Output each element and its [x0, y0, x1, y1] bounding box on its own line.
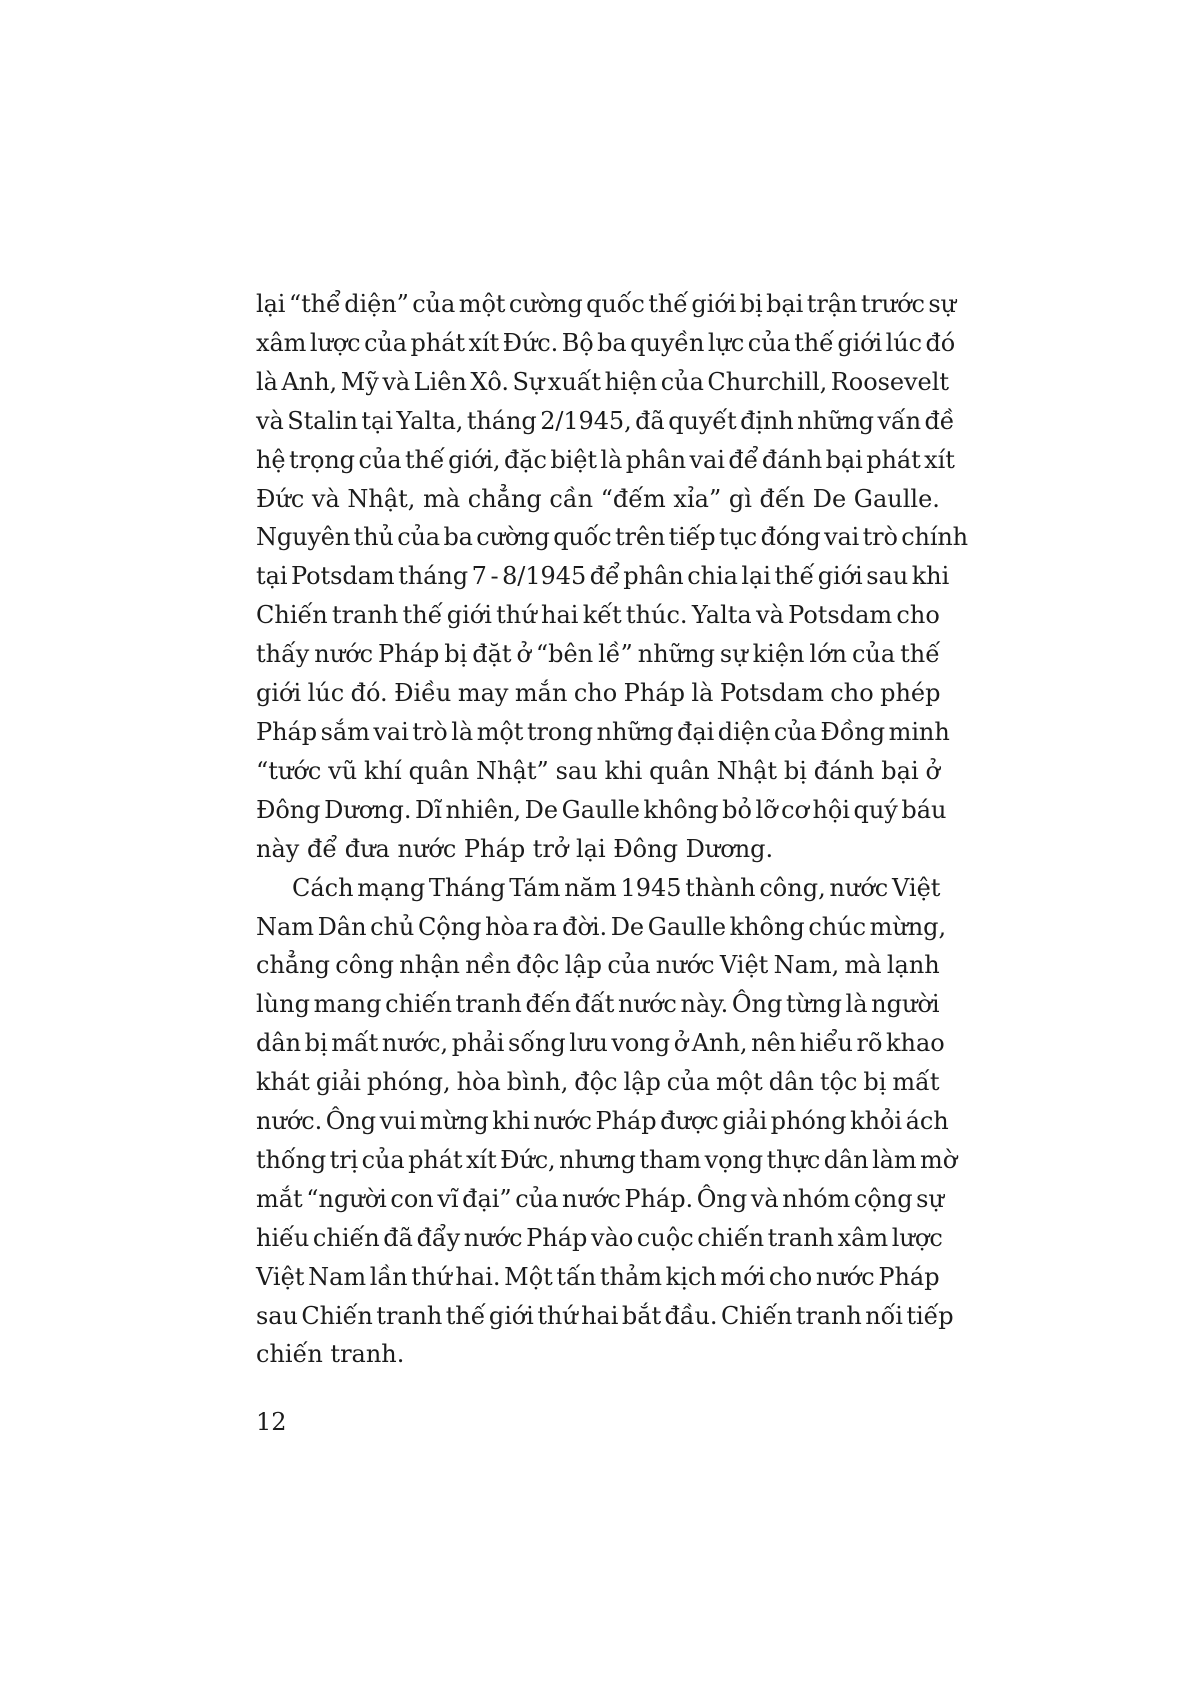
- paragraph-2: [256, 869, 958, 1375]
- text-line: xâm lược của phát xít Đức. Bộ ba quyền lực của thế giới lúc đó: [256, 328, 956, 357]
- text-line: hiếu chiến đã đẩy nước Pháp vào cuộc chiến tranh xâm lược: [256, 1223, 943, 1252]
- text-line: này để đưa nước Pháp trở lại Đông Dương.: [256, 834, 774, 863]
- text-line: lùng mang chiến tranh đến đất nước này. Ông từng là người: [256, 990, 940, 1019]
- text-line: thấy nước Pháp bị đặt ở “bên lề” những sự kiện lớn của thế: [256, 640, 940, 669]
- text-line: hệ trọng của thế giới, đặc biệt là phân vai để đánh bại phát xít: [256, 445, 955, 474]
- text-line: giới lúc đó. Điều may mắn cho Pháp là Potsdam cho phép: [256, 679, 941, 708]
- page-number: 12: [256, 1408, 287, 1436]
- text-line: Việt Nam lần thứ hai. Một tấn thảm kịch mới cho nước Pháp: [256, 1262, 940, 1291]
- text-line: chiến tranh.: [256, 1340, 405, 1369]
- text-line: “tước vũ khí quân Nhật” sau khi quân Nhật bị đánh bại ở: [256, 756, 940, 785]
- text-line: và Stalin tại Yalta, tháng 2/1945, đã quyết định những vấn đề: [256, 406, 955, 435]
- text-line: sau Chiến tranh thế giới thứ hai bắt đầu. Chiến tranh nối tiếp: [256, 1301, 954, 1330]
- body-text: [256, 285, 968, 1374]
- text-line: là Anh, Mỹ và Liên Xô. Sự xuất hiện của Churchill, Roosevelt: [256, 367, 949, 396]
- text-line: lại “thể diện” của một cường quốc thế giới bị bại trận trước sự: [256, 290, 956, 318]
- text-line: Nguyên thủ của ba cường quốc trên tiếp tục đóng vai trò chính: [256, 523, 968, 552]
- text-line: dân bị mất nước, phải sống lưu vong ở Anh, nên hiểu rõ khao: [256, 1029, 945, 1058]
- text-line: mắt “người con vĩ đại” của nước Pháp. Ông và nhóm cộng sự: [256, 1184, 944, 1213]
- text-line: tại Potsdam tháng 7 - 8/1945 để phân chia lại thế giới sau khi: [256, 562, 950, 591]
- text-line: Đông Dương. Dĩ nhiên, De Gaulle không bỏ lỡ cơ hội quý báu: [256, 795, 947, 824]
- text-line: Đức và Nhật, mà chẳng cần “đếm xỉa” gì đến De Gaulle.: [256, 484, 940, 513]
- text-line: Cách mạng Tháng Tám năm 1945 thành công, nước Việt: [292, 873, 941, 902]
- text-line: chẳng công nhận nền độc lập của nước Việt Nam, mà lạnh: [256, 951, 940, 980]
- text-line: thống trị của phát xít Đức, nhưng tham vọng thực dân làm mờ: [256, 1145, 958, 1174]
- text-line: Nam Dân chủ Cộng hòa ra đời. De Gaulle không chúc mừng,: [256, 912, 947, 941]
- text-line: Pháp sắm vai trò là một trong những đại diện của Đồng minh: [256, 717, 950, 746]
- text-line: nước. Ông vui mừng khi nước Pháp được giải phóng khỏi ách: [256, 1107, 949, 1136]
- text-line: khát giải phóng, hòa bình, độc lập của một dân tộc bị mất: [256, 1068, 940, 1097]
- text-line: Chiến tranh thế giới thứ hai kết thúc. Yalta và Potsdam cho: [256, 601, 940, 630]
- paragraph-1: [256, 285, 968, 869]
